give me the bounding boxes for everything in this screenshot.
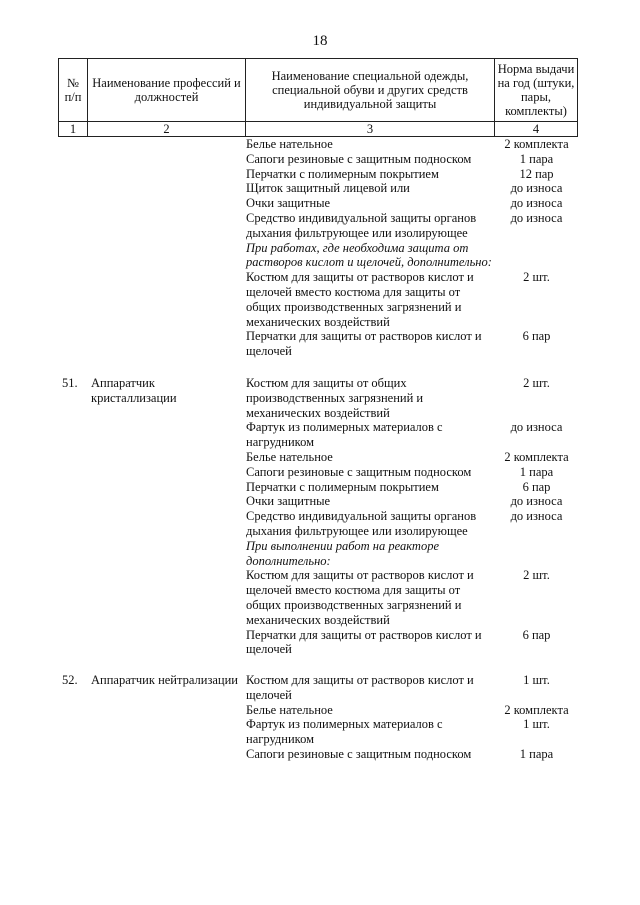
issue-norm: 2 комплекта [504, 702, 569, 717]
equipment-name: Перчатки с полимерным покрытием [246, 479, 439, 494]
equipment-item [58, 137, 577, 152]
equipment-name: Фартук из полимерных материалов с нагрудником [246, 420, 443, 450]
profession-group [58, 137, 577, 359]
equipment-item [58, 270, 577, 329]
equipment-item [58, 167, 577, 182]
equipment-name: Белье нательное [246, 702, 333, 717]
equipment-item [58, 465, 577, 480]
equipment-name: Перчатки для защиты от растворов кислот и щелочей [246, 329, 482, 359]
issue-norm: до износа [510, 509, 563, 524]
equipment-name: Перчатки для защиты от растворов кислот и щелочей [246, 627, 482, 657]
row-number: 51. [62, 375, 78, 390]
condition-note [58, 241, 577, 271]
equipment-item [58, 181, 577, 196]
issue-norm: 1 шт. [523, 717, 550, 732]
issue-norm: 1 пара [519, 464, 554, 479]
issue-norm: 1 пара [519, 151, 554, 166]
equipment-item [58, 196, 577, 211]
equipment-name: Белье нательное [246, 137, 333, 151]
header-col-number: № п/п [59, 59, 88, 122]
equipment-item [58, 747, 577, 762]
issue-norm: 1 шт. [523, 673, 550, 688]
profession-name: Аппаратчик нейтрализации [91, 673, 238, 688]
equipment-item [58, 450, 577, 465]
issue-norm: 12 пар [519, 166, 554, 181]
issue-norm: до износа [510, 196, 563, 211]
profession-name: Аппаратчик кристаллизации [91, 375, 177, 405]
equipment-name: Средство индивидуальной защиты органов дыхания фильтрующее или изолирующее [246, 509, 477, 538]
issue-norm: 2 комплекта [504, 137, 569, 151]
equipment-name: Костюм для защиты от растворов кислот и щелочей вместо костюма для защиты от общих производственных загрязнений и механических воздействий [246, 270, 474, 329]
equipment-name: Перчатки с полимерным покрытием [246, 166, 439, 181]
issue-norm: до износа [510, 420, 563, 435]
issue-norm [496, 539, 577, 569]
header-num-3: 3 [246, 122, 495, 137]
issue-norm: 2 шт. [523, 375, 550, 390]
row-number: 52. [62, 673, 78, 688]
issue-norm: до износа [510, 494, 563, 509]
equipment-name: При работах, где необходима защита от растворов кислот и щелочей, дополнительно: [246, 240, 492, 270]
equipment-item [58, 480, 577, 495]
equipment-name: Щиток защитный лицевой или [246, 181, 410, 196]
table-header [58, 58, 578, 137]
equipment-item [58, 628, 577, 658]
profession-group [58, 376, 577, 657]
header-col-equipment: Наименование специальной одежды, специальной обуви и других средств индивидуальной защиты [246, 59, 495, 122]
equipment-name: Костюм для защиты от общих производственных загрязнений и механических воздействий [246, 375, 424, 420]
equipment-item [58, 568, 577, 627]
issue-norm: до износа [510, 210, 563, 225]
table-body [58, 137, 577, 762]
equipment-item [58, 329, 577, 359]
equipment-name: Сапоги резиновые с защитным подноском [246, 151, 472, 166]
equipment-name: Фартук из полимерных материалов с нагрудником [246, 717, 443, 747]
equipment-name: Костюм для защиты от растворов кислот и щелочей [246, 673, 474, 702]
equipment-item [58, 494, 577, 509]
issue-norm: 2 шт. [523, 568, 550, 583]
issue-norm: 6 пар [522, 479, 551, 494]
header-num-1: 1 [59, 122, 88, 137]
issue-norm: 6 пар [522, 627, 551, 642]
page-number: 18 [312, 33, 328, 49]
header-num-2: 2 [88, 122, 246, 137]
equipment-item [58, 211, 577, 241]
equipment-name: Сапоги резиновые с защитным подноском [246, 464, 472, 479]
equipment-item [58, 152, 577, 167]
equipment-item [58, 509, 577, 539]
issue-norm: 2 комплекта [504, 449, 569, 464]
issue-norm: 6 пар [522, 329, 551, 344]
header-num-4: 4 [495, 122, 578, 137]
issue-norm: 2 шт. [523, 270, 550, 285]
equipment-name: Белье нательное [246, 449, 333, 464]
issue-norm: до износа [510, 181, 563, 196]
equipment-name: При выполнении работ на реакторе дополнительно: [246, 538, 439, 568]
condition-note [58, 539, 577, 569]
equipment-name: Очки защитные [246, 494, 331, 509]
header-col-norm: Норма выдачи на год (штуки, пары, комплекты) [495, 59, 578, 122]
equipment-item [58, 703, 577, 718]
header-col-profession: Наименование профессий и должностей [88, 59, 246, 122]
profession-group [58, 673, 577, 762]
equipment-name: Средство индивидуальной защиты органов дыхания фильтрующее или изолирующее [246, 210, 477, 240]
equipment-name: Костюм для защиты от растворов кислот и щелочей вместо костюма для защиты от общих производственных загрязнений и механических воздействий [246, 568, 474, 627]
equipment-item [58, 717, 577, 747]
issue-norm: 1 пара [519, 747, 554, 762]
equipment-name: Сапоги резиновые с защитным подноском [246, 747, 472, 762]
issue-norm [496, 241, 577, 271]
equipment-name: Очки защитные [246, 196, 331, 211]
equipment-item [58, 420, 577, 450]
